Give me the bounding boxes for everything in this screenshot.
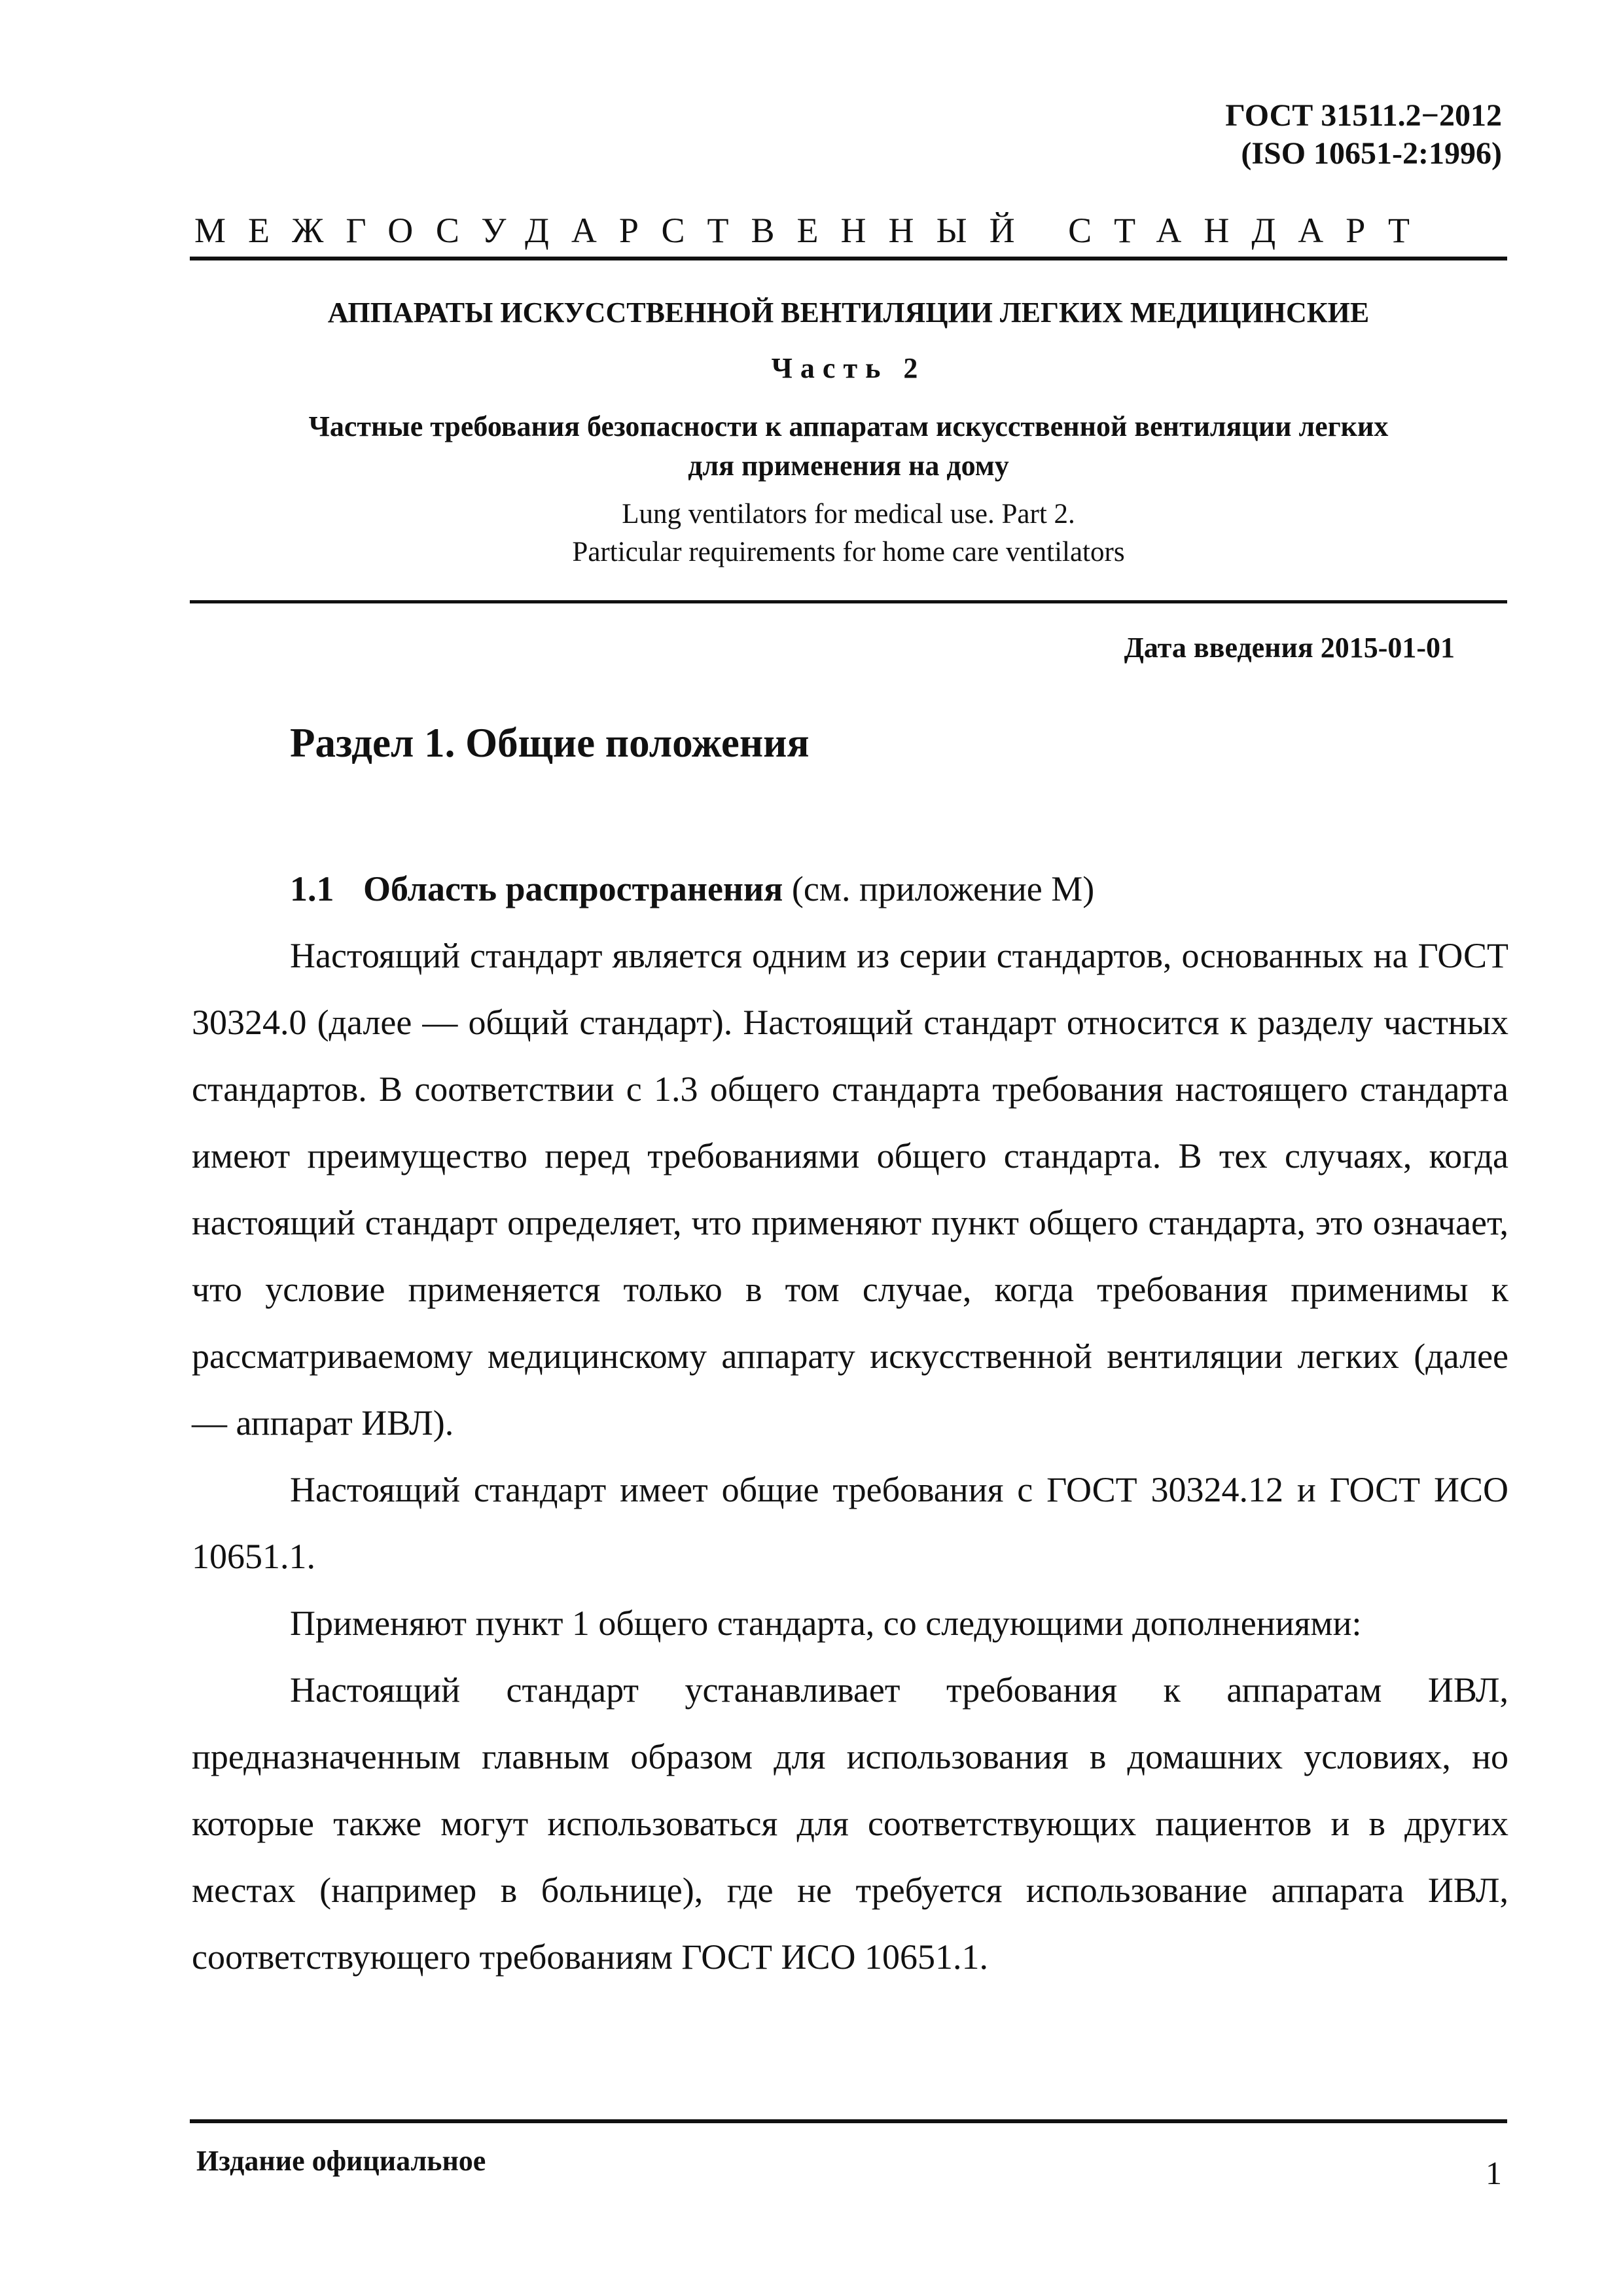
english-title-line-2: Particular requirements for home care ventilators [572,537,1125,567]
english-title [190,495,1507,571]
clause-number: 1.1 [290,869,334,908]
paragraph: Настоящий стандарт устанавливает требования к аппаратам ИВЛ, предназначенным главным образом для использования в домашних условиях, но которые также могут использоваться для соответствующих пациентов и в других местах (например в больнице), где не требуется использование аппарата ИВЛ, соответствующего требованиям ГОСТ ИСО 10651.1. [192,1670,1508,1977]
iso-number: (ISO 10651-2:1996) [1241,136,1502,171]
bottom-divider [190,2119,1507,2123]
english-title-line-1: Lung ventilators for medical use. Part 2. [622,499,1075,529]
document-part: Часть 2 [771,352,926,384]
document-subtitle [190,407,1507,486]
official-edition-label: Издание официальное [196,2145,486,2177]
page-number: 1 [1486,2155,1502,2191]
paragraph: Настоящий стандарт является одним из серии стандартов, основанных на ГОСТ 30324.0 (далее — общий стандарт). Настоящий стандарт относится к разделу частных стандартов. В соответствии с 1.3 общего стандарта требования настоящего стандарта имеют преимущество перед требованиями общего стандарта. В тех случаях, когда настоящий стандарт определяет, что применяют пункт общего стандарта, это означает, что условие применяется только в том случае, когда требования применимы к рассматриваемому медицинскому аппарату искусственной вентиляции легких (далее — аппарат ИВЛ). [192,936,1508,1443]
document-code-block [1225,97,1502,173]
clause-reference: (см. приложение М) [783,869,1095,908]
clause-title: Область распространения [363,869,783,908]
clause-heading [192,855,1508,922]
document-title: АППАРАТЫ ИСКУССТВЕННОЙ ВЕНТИЛЯЦИИ ЛЕГКИХ МЕДИЦИНСКИЕ [327,296,1370,329]
subtitle-line-1: Частные требования безопасности к аппаратам искусственной вентиляции легких [308,410,1389,442]
section-title: Раздел 1. Общие положения [290,720,810,766]
top-divider [190,257,1507,260]
introduction-date: Дата введения 2015-01-01 [1124,632,1455,664]
doc-number: ГОСТ 31511.2−2012 [1225,98,1502,133]
standard-type-heading: МЕЖГОСУДАРСТВЕННЫЙ СТАНДАРТ [194,211,1432,250]
subtitle-line-2: для применения на дому [688,450,1009,482]
paragraph: Применяют пункт 1 общего стандарта, со следующими дополнениями: [290,1604,1362,1643]
middle-divider [190,600,1507,603]
paragraph: Настоящий стандарт имеет общие требования с ГОСТ 30324.12 и ГОСТ ИСО 10651.1. [192,1470,1508,1576]
body-text [192,855,1508,1990]
